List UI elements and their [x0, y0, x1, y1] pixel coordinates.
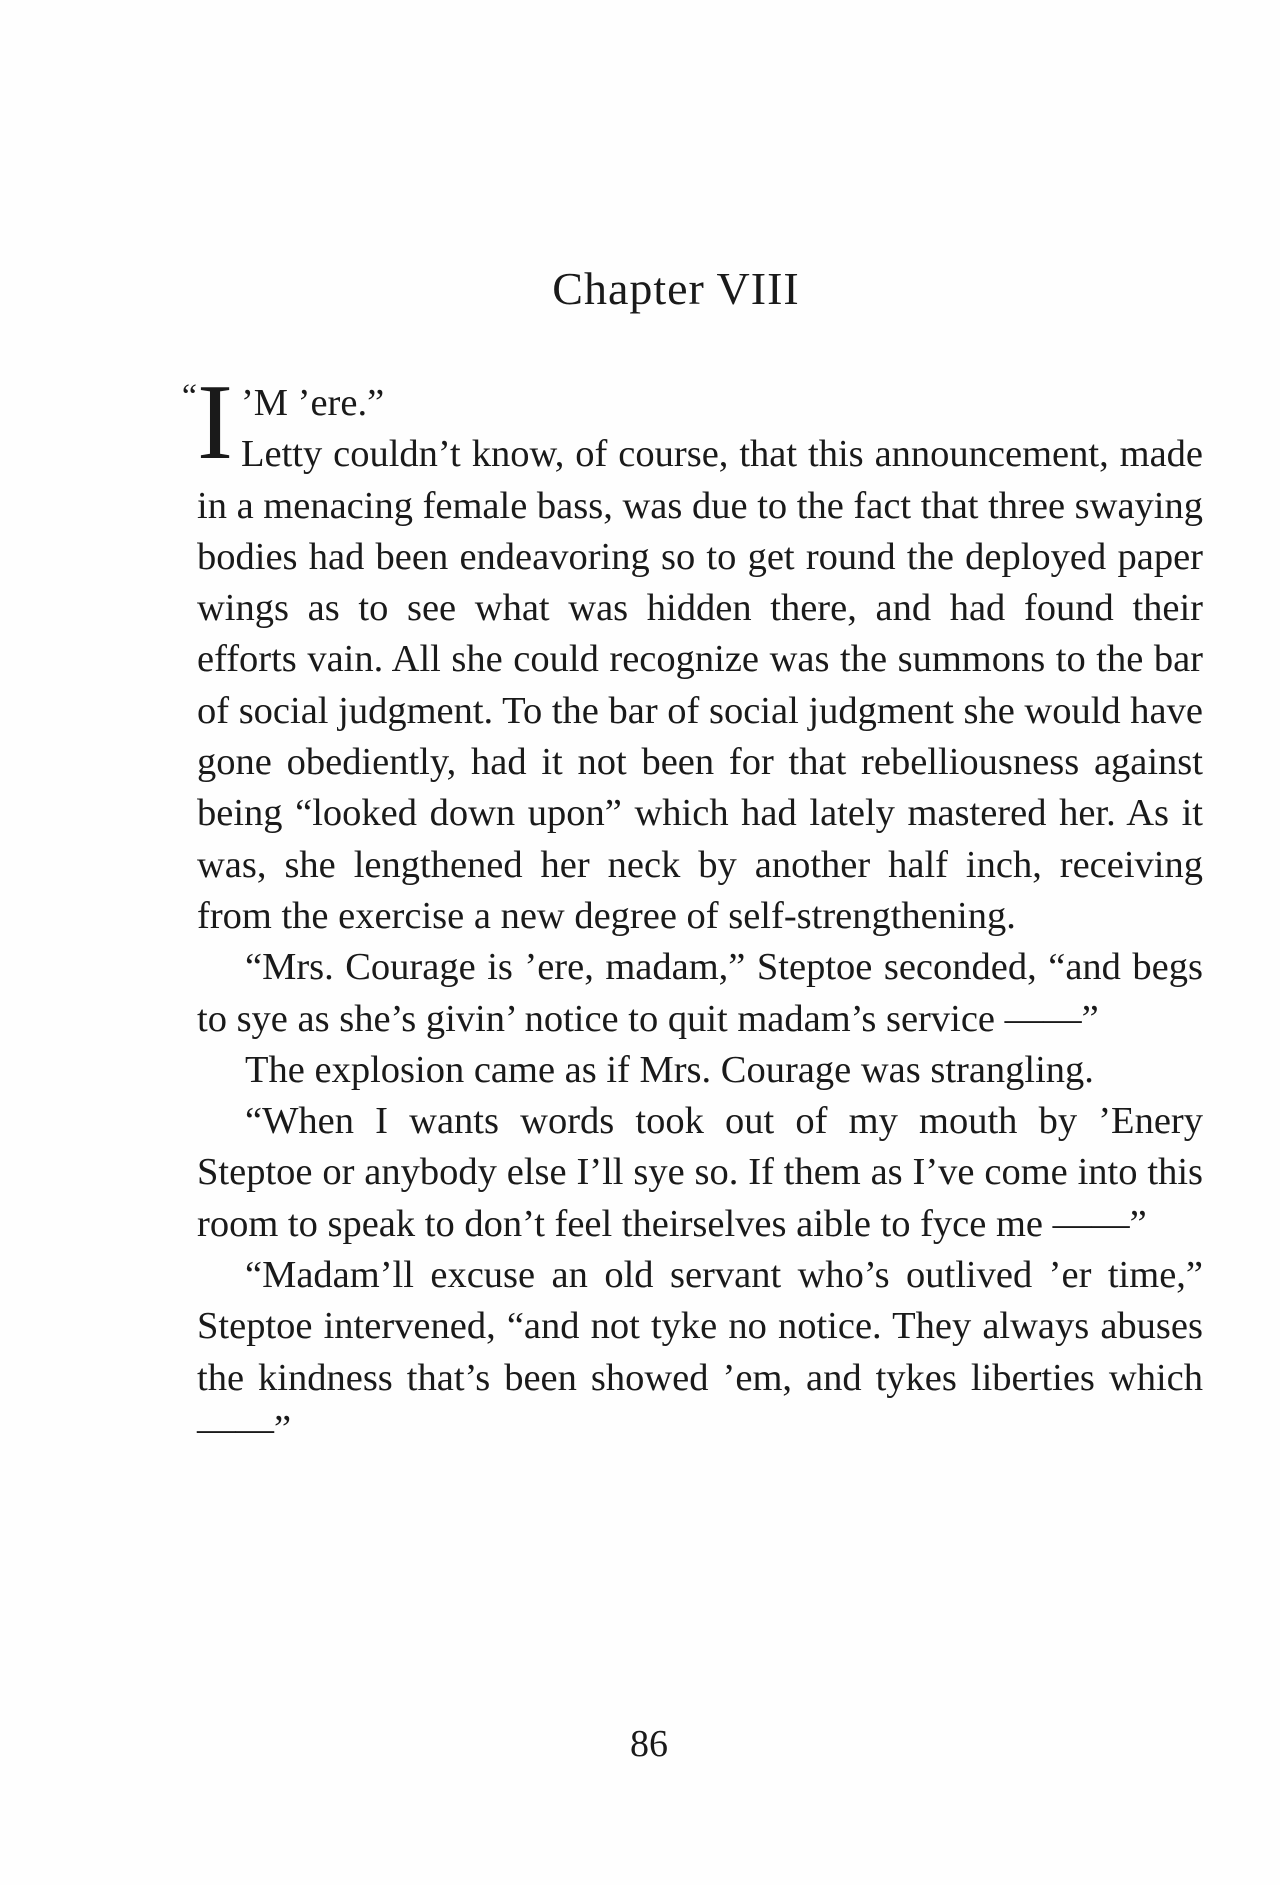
opening-paragraph [181, 363, 1203, 942]
body-text [181, 363, 1203, 1455]
opening-quote-mark: “ [181, 378, 197, 415]
paragraph-5: “Madam’ll excuse an old servant who’s outlived ’er time,” Steptoe intervened, “and not tyke no notice. They always abuses the kindness that’s been showed ’em, and tykes liberties which ——” [197, 1254, 1203, 1450]
drop-cap-letter: I [197, 363, 233, 482]
paragraph-2: “Mrs. Courage is ’ere, madam,” Steptoe seconded, “and begs to sye as she’s givin’ notice to quit madam’s service ——” [197, 946, 1203, 1040]
chapter-title: Chapter VIII [552, 263, 800, 314]
page-number: 86 [630, 1723, 668, 1765]
drop-cap [181, 363, 233, 482]
opening-line: ’M ’ere.” [240, 382, 385, 424]
paragraph-3: The explosion came as if Mrs. Courage was strangling. [245, 1048, 1094, 1091]
paragraph-1: Letty couldn’t know, of course, that this announcement, made in a menacing female bass, was due to the fact that three swaying bodies had been endeavoring so to get round the deployed paper wings as to see what was hidden there, and had found their efforts vain. All she could recognize was the summons to the bar of social judgment. To the bar of social judgment she would have gone obediently, had it not been for that rebelliousness against being “looked down upon” which had lately mastered her. As it was, she lengthened her neck by another half inch, receiving from the exercise a new degree of self-strengthening. [197, 433, 1203, 937]
paragraph-4: “When I wants words took out of my mouth by ’Enery Steptoe or anybody else I’ll sye so. If them as I’ve come into this room to speak to don’t feel theirselves aible to fyce me ——” [197, 1100, 1203, 1245]
